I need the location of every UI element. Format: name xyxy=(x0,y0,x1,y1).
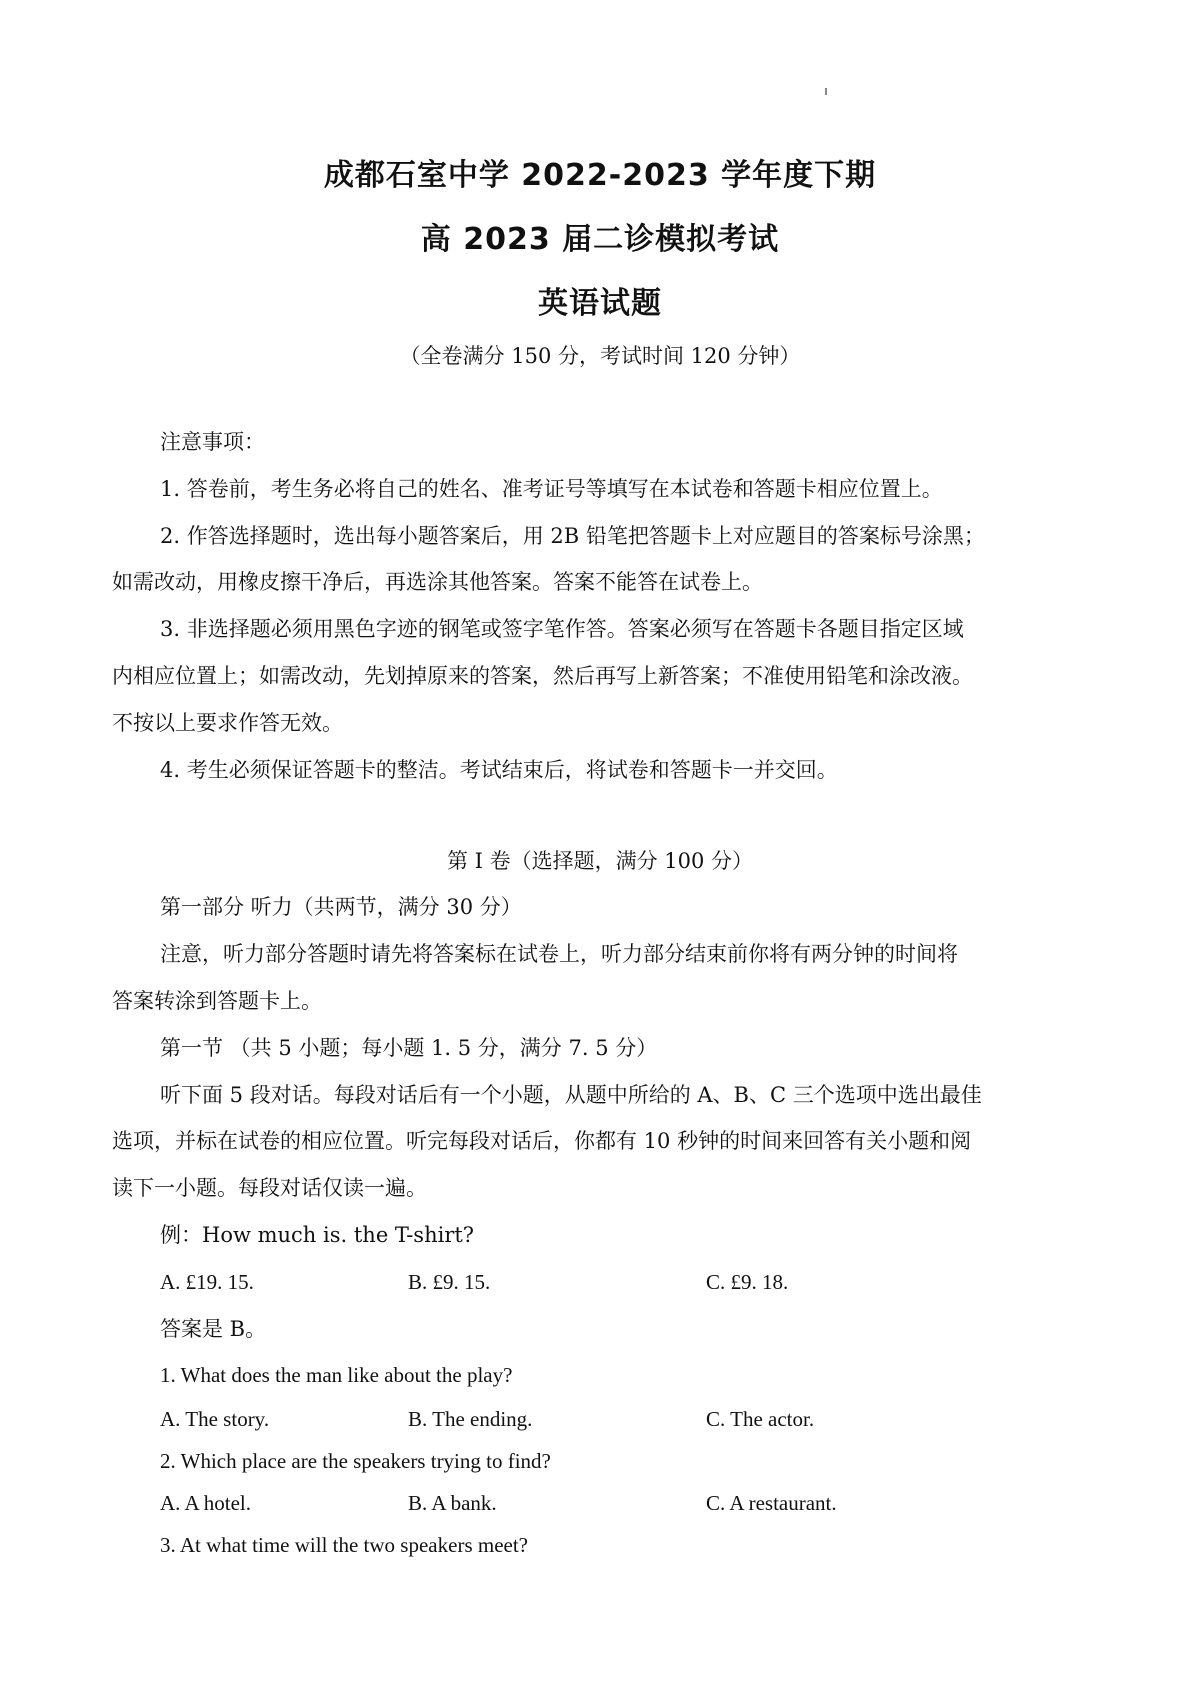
question-1: 1. What does the man like about the play? xyxy=(160,1363,513,1387)
notice-item-3-cont: 内相应位置上；如需改动，先划掉原来的答案，然后再写上新答案；不准使用铅笔和涂改液。 xyxy=(112,664,973,688)
notice-item-3: 3. 非选择题必须用黑色字迹的钢笔或签字笔作答。答案必须写在答题卡各题目指定区域 xyxy=(160,617,964,641)
example-option-b: B. £9. 15. xyxy=(408,1270,491,1294)
example-option-c: C. £9. 18. xyxy=(706,1270,789,1294)
notice-item-3-end: 不按以上要求作答无效。 xyxy=(112,711,343,735)
exam-info: （全卷满分 150 分，考试时间 120 分钟） xyxy=(399,344,801,368)
question-1-option-a: A. The story. xyxy=(160,1407,270,1431)
example-question: 例：How much is. the T-shirt? xyxy=(160,1223,475,1247)
notice-item-1: 1. 答卷前，考生务必将自己的姓名、准考证号等填写在本试卷和答题卡相应位置上。 xyxy=(160,477,943,501)
subject-title: 英语试题 xyxy=(538,286,662,321)
school-title: 成都石室中学 2022-2023 学年度下期 xyxy=(323,158,877,193)
instructions-cont: 选项，并标在试卷的相应位置。听完每段对话后，你都有 10 秒钟的时间来回答有关小题和阅 xyxy=(112,1129,972,1153)
part-heading: 第一部分 听力（共两节，满分 30 分） xyxy=(160,895,522,919)
notice-item-2: 2. 作答选择题时，选出每小题答案后，用 2B 铅笔把答题卡上对应题目的答案标号涂黑； xyxy=(160,524,985,548)
question-2-option-c: C. A restaurant. xyxy=(706,1491,837,1515)
question-3: 3. At what time will the two speakers meet? xyxy=(160,1533,528,1557)
exam-title: 高 2023 届二诊模拟考试 xyxy=(420,222,780,257)
question-2-option-a: A. A hotel. xyxy=(160,1491,252,1515)
scan-mark xyxy=(825,88,827,95)
example-answer: 答案是 B。 xyxy=(160,1317,267,1341)
listening-note: 注意，听力部分答题时请先将答案标在试卷上，听力部分结束前你将有两分钟的时间将 xyxy=(160,942,958,966)
notice-item-4: 4. 考生必须保证答题卡的整洁。考试结束后，将试卷和答题卡一并交回。 xyxy=(160,758,838,782)
question-2: 2. Which place are the speakers trying to find? xyxy=(160,1449,551,1473)
question-1-option-b: B. The ending. xyxy=(408,1407,533,1431)
question-1-option-c: C. The actor. xyxy=(706,1407,815,1431)
notice-heading: 注意事项： xyxy=(160,430,265,454)
volume-heading: 第 I 卷（选择题，满分 100 分） xyxy=(446,849,754,873)
instructions-end: 读下一小题。每段对话仅读一遍。 xyxy=(112,1176,427,1200)
notice-item-2-cont: 如需改动，用橡皮擦干净后，再选涂其他答案。答案不能答在试卷上。 xyxy=(112,570,763,594)
instructions: 听下面 5 段对话。每段对话后有一个小题，从题中所给的 A、B、C 三个选项中选出最佳 xyxy=(160,1083,982,1107)
section-heading: 第一节 （共 5 小题；每小题 1. 5 分，满分 7. 5 分） xyxy=(160,1036,658,1060)
question-2-option-b: B. A bank. xyxy=(408,1491,497,1515)
example-option-a: A. £19. 15. xyxy=(160,1270,254,1294)
listening-note-cont: 答案转涂到答题卡上。 xyxy=(112,989,322,1013)
